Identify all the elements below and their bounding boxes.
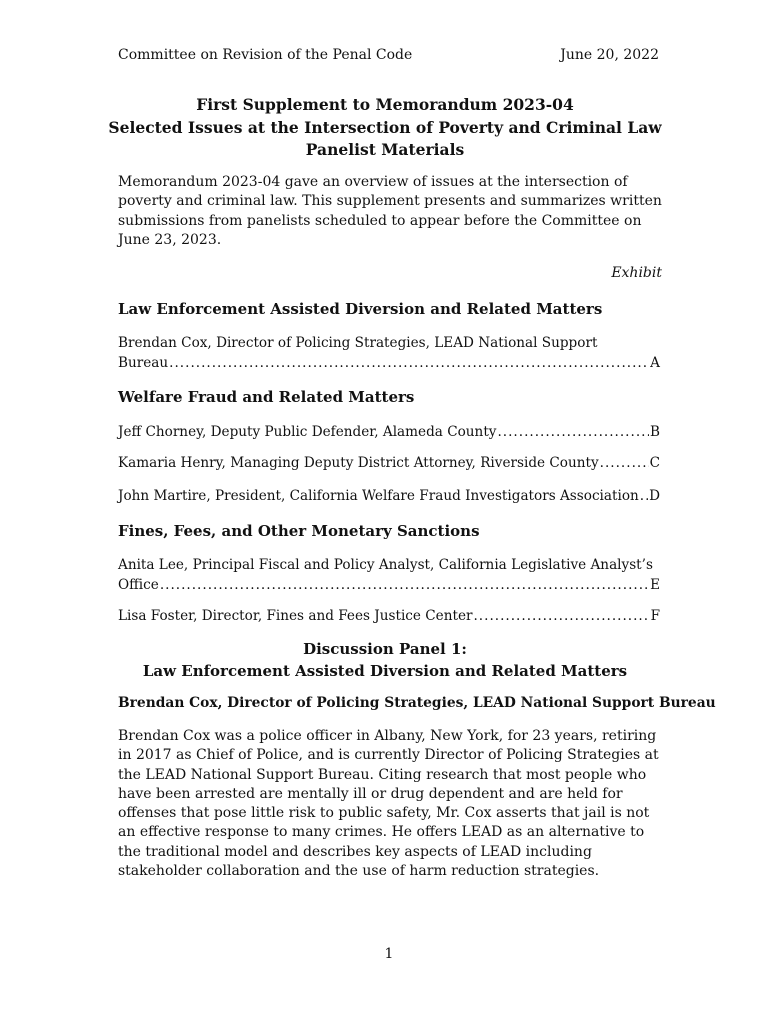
toc-entry-text: Lisa Foster, Director, Fines and Fees Justice Center (118, 608, 473, 624)
toc-entry[interactable] (118, 555, 660, 595)
header-date: June 20, 2022 (560, 47, 659, 63)
toc-leader-dots (497, 422, 649, 442)
toc-entry-text: Jeff Chorney, Deputy Public Defender, Alameda County (118, 424, 497, 440)
page-number: 1 (384, 946, 394, 962)
toc-entry-line: Anita Lee, Principal Fiscal and Policy Analyst, California Legislative Analyst’s (118, 557, 653, 573)
toc-entry[interactable] (118, 606, 660, 626)
toc-entry-text: Bureau (118, 355, 169, 371)
toc-exhibit-letter: E (650, 577, 660, 593)
section-heading-fines: Fines, Fees, and Other Monetary Sanctions (118, 522, 480, 540)
title-line-2: Selected Issues at the Intersection of Poverty and Criminal Law (108, 118, 662, 137)
section-heading-lead: Law Enforcement Assisted Diversion and Related Matters (118, 300, 603, 318)
toc-leader-dots (600, 453, 649, 473)
section-heading-welfare: Welfare Fraud and Related Matters (118, 388, 415, 406)
toc-exhibit-letter: C (649, 455, 660, 471)
toc-exhibit-letter: D (649, 488, 660, 504)
toc-exhibit-letter: B (650, 424, 660, 440)
title-line-1: First Supplement to Memorandum 2023-04 (196, 95, 574, 114)
toc-entry-text: Office (118, 577, 159, 593)
toc-entry-line: Brendan Cox, Director of Policing Strategies, LEAD National Support (118, 335, 598, 351)
panelist-summary: Brendan Cox was a police officer in Albany, New York, for 23 years, retiring in 2017 as Chief of Police, and is currently Director of Policing Strategies at the LEAD National Support Bureau. Citing research that most people who have been arrested are mentally ill or drug dependent and are held for offenses that pose little risk to public safety, Mr. Cox asserts that jail is not an effective response to many crimes. He offers LEAD as an alternative to the traditional model and describes key aspects of LEAD including stakeholder collaboration and the use of harm reduction strategies. (118, 728, 659, 880)
toc-entry[interactable] (118, 333, 660, 373)
toc-exhibit-letter: F (650, 608, 660, 624)
panel-heading-line-1: Discussion Panel 1: (303, 640, 467, 658)
toc-entry[interactable] (118, 422, 660, 442)
title-line-3: Panelist Materials (305, 140, 465, 159)
toc-leader-dots (473, 606, 649, 626)
toc-leader-dots (160, 575, 649, 595)
toc-exhibit-letter: A (650, 355, 660, 371)
toc-leader-dots (640, 486, 648, 506)
header-committee: Committee on Revision of the Penal Code (118, 47, 413, 63)
panel-heading-line-2: Law Enforcement Assisted Diversion and Related Matters (142, 662, 628, 680)
toc-entry[interactable] (118, 453, 660, 473)
toc-entry[interactable] (118, 486, 660, 506)
toc-entry-text: John Martire, President, California Welfare Fraud Investigators Association (118, 488, 639, 504)
toc-entry-text: Kamaria Henry, Managing Deputy District Attorney, Riverside County (118, 455, 599, 471)
toc-leader-dots (169, 353, 649, 373)
intro-paragraph: Memorandum 2023-04 gave an overview of issues at the intersection of poverty and criminal law. This supplement presents and summarizes written submissions from panelists scheduled to appear before the Committee on June 23, 2023. (118, 174, 662, 248)
exhibit-label: Exhibit (611, 265, 662, 281)
panelist-heading: Brendan Cox, Director of Policing Strategies, LEAD National Support Bureau (118, 695, 716, 711)
